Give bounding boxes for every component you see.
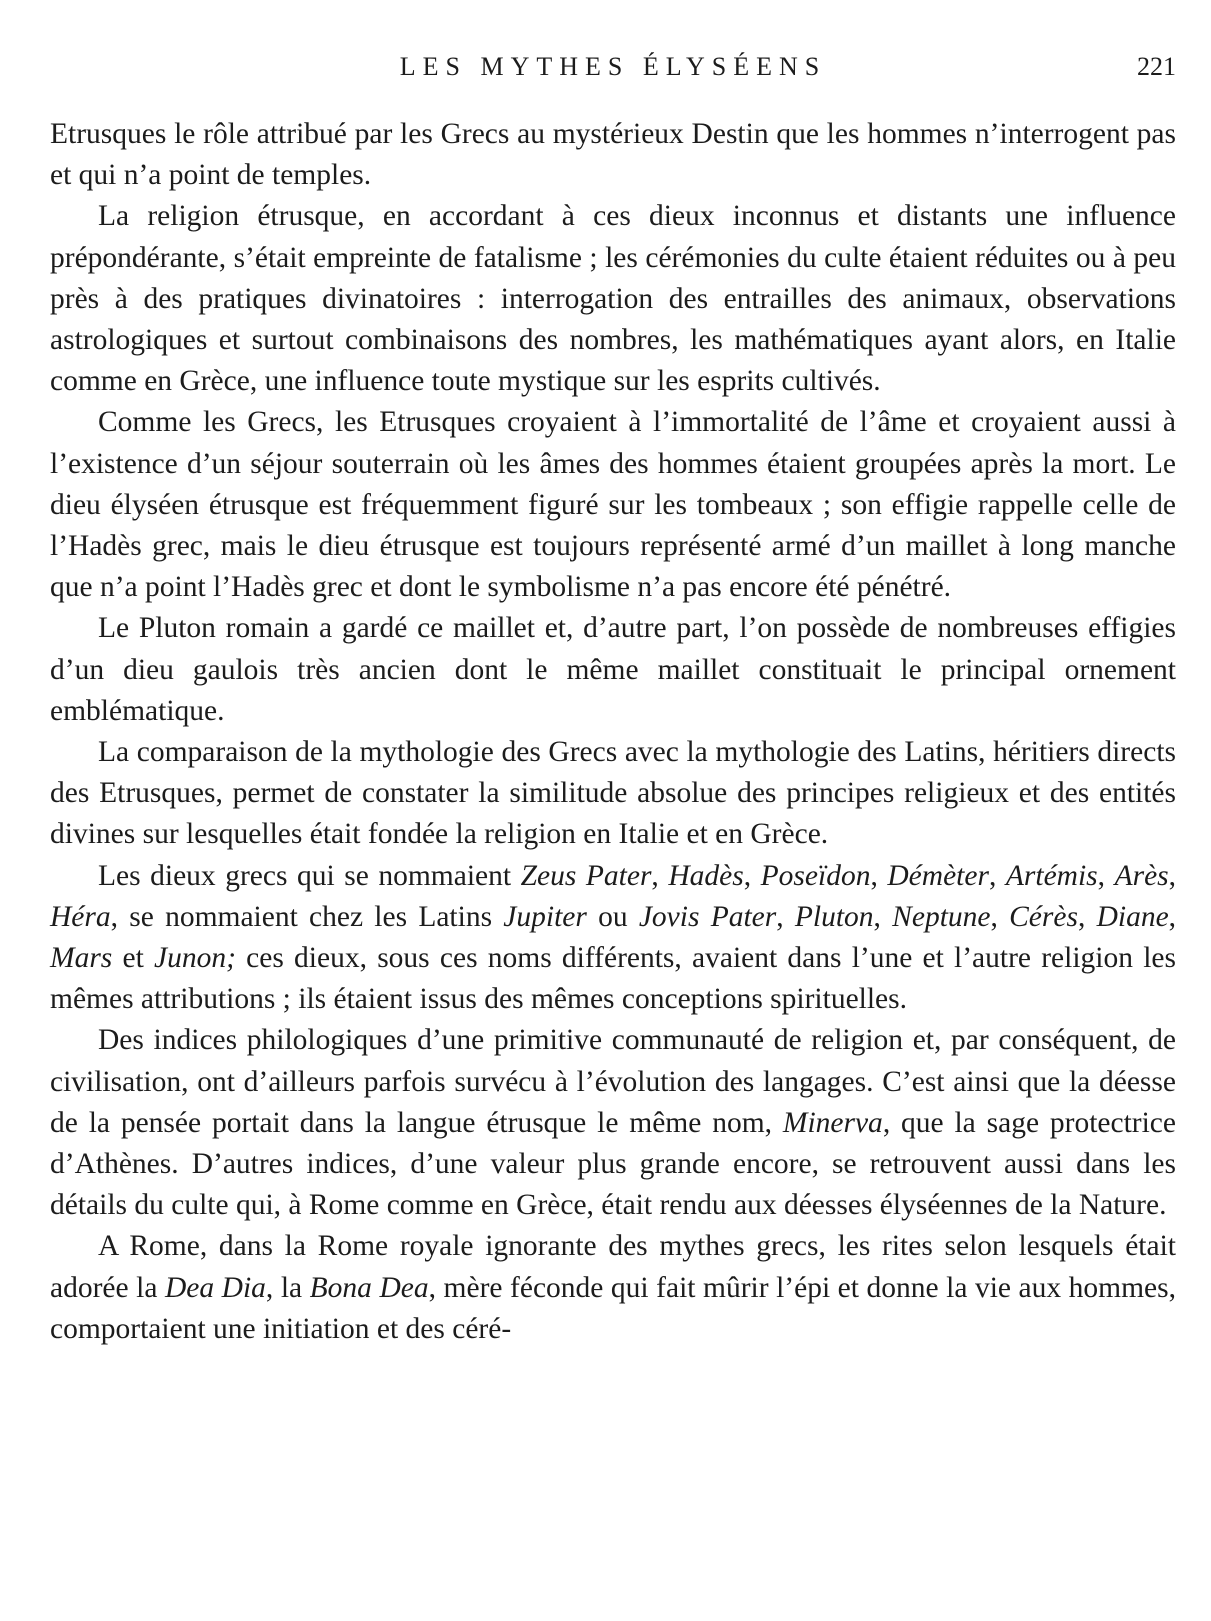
italic-run: Jovis Pater	[638, 900, 777, 933]
text-run: et	[112, 942, 155, 975]
text-run: ,	[1168, 859, 1177, 892]
running-title: LES MYTHES ÉLYSÉENS	[399, 52, 827, 81]
text-run: ,	[873, 900, 893, 933]
italic-run: Diane	[1096, 900, 1169, 933]
text-run: ,	[870, 859, 888, 892]
italic-run: Arès	[1114, 859, 1169, 892]
italic-run: Pluton	[794, 900, 874, 933]
italic-run: Poseïdon	[760, 859, 871, 892]
text-run: , se nommaient chez les Latins	[110, 900, 504, 933]
italic-run: Neptune	[892, 900, 991, 933]
text-run: La religion étrusque, en accordant à ces dieux inconnus et distants une influence prépondérante, s’était empreinte de fatalisme ; les cérémonies du culte étaient réduites ou à peu près à des pratiques divinatoires : interrogation des entrailles des animaux, observations astrologiques et surtout combinaisons des nombres, les mathématiques ayant alors, en Italie comme en Grèce, une influence toute mystique sur les esprits cultivés.	[50, 200, 1176, 398]
paragraph	[50, 114, 1176, 196]
text-run: Des indices philologiques d’une primitive communauté de religion et, par conséquent, de civilisation, ont d’ailleurs parfois survécu à l’évolution des langages. C’est ainsi que la déesse de la pensée portait dans la langue étrusque le même nom,	[50, 1024, 1176, 1139]
italic-run: Zeus Pater	[520, 859, 652, 892]
paragraph	[50, 1226, 1176, 1350]
italic-run: Dea Dia	[164, 1271, 266, 1304]
text-run: ,	[776, 900, 795, 933]
italic-run: Hadès	[668, 859, 744, 892]
text-run: ,	[990, 900, 1010, 933]
italic-run: Mars	[50, 942, 113, 975]
text-run: ,	[1097, 859, 1115, 892]
text-run: Les dieux grecs qui se nommaient	[98, 859, 521, 892]
paragraph	[50, 608, 1176, 732]
italic-run: Cérès	[1009, 900, 1078, 933]
paragraph	[50, 196, 1176, 402]
paragraph	[50, 402, 1176, 608]
text-run: ,	[988, 859, 1006, 892]
text-run: ,	[743, 859, 761, 892]
text-run: ,	[651, 859, 669, 892]
text-run: ,	[1077, 900, 1097, 933]
running-head	[50, 52, 1176, 92]
page-number: 221	[1137, 52, 1176, 81]
text-run: ou	[586, 900, 639, 933]
italic-run: Minerva	[782, 1106, 883, 1139]
text-run: La comparaison de la mythologie des Grecs avec la mythologie des Latins, héritiers directs des Etrusques, permet de constater la similitude absolue des principes religieux et des entités divines sur lesquelles était fondée la religion en Italie et en Grèce.	[50, 736, 1176, 851]
italic-run: Junon;	[154, 942, 236, 975]
italic-run: Artémis	[1005, 859, 1098, 892]
text-run: Etrusques le rôle attribué par les Grecs au mystérieux Destin que les hommes n’interrogent pas et qui n’a point de temples.	[50, 118, 1176, 192]
text-run: A Rome, dans la Rome royale ignorante des mythes grecs, les rites selon lesquels était adorée la	[50, 1230, 1176, 1304]
paragraph	[50, 732, 1176, 856]
text-run: Comme les Grecs, les Etrusques croyaient à l’immortalité de l’âme et croyaient aussi à l’existence d’un séjour souterrain où les âmes des hommes étaient groupées après la mort. Le dieu élyséen étrusque est fréquemment figuré sur les tombeaux ; son effigie rappelle celle de l’Hadès grec, mais le dieu étrusque est toujours représenté armé d’un maillet à long manche que n’a point l’Hadès grec et dont le symbolisme n’a pas encore été pénétré.	[50, 406, 1176, 604]
italic-run: Démèter	[887, 859, 989, 892]
paragraph	[50, 856, 1176, 1021]
text-run: ,	[1168, 900, 1177, 933]
body-text	[50, 114, 1176, 1350]
italic-run: Bona Dea	[309, 1271, 429, 1304]
text-run: , la	[265, 1271, 310, 1304]
text-run: ces dieux, sous ces noms différents, avaient dans l’une et l’autre religion les mêmes attributions ; ils étaient issus des mêmes conceptions spirituelles.	[50, 942, 1176, 1016]
text-run: Le Pluton romain a gardé ce maillet et, d’autre part, l’on possède de nombreuses effigies d’un dieu gaulois très ancien dont le même maillet constituait le principal ornement emblématique.	[50, 612, 1176, 727]
paragraph	[50, 1020, 1176, 1226]
text-run: , mère féconde qui fait mûrir l’épi et donne la vie aux hommes, comportaient une initiation et des céré-	[50, 1271, 1176, 1345]
text-run: , que la sage protectrice d’Athènes. D’autres indices, d’une valeur plus grande encore, se retrouvent aussi dans les détails du culte qui, à Rome comme en Grèce, était rendu aux déesses élyséennes de la Nature.	[50, 1106, 1176, 1222]
italic-run: Jupiter	[503, 900, 587, 933]
italic-run: Héra	[50, 900, 111, 933]
